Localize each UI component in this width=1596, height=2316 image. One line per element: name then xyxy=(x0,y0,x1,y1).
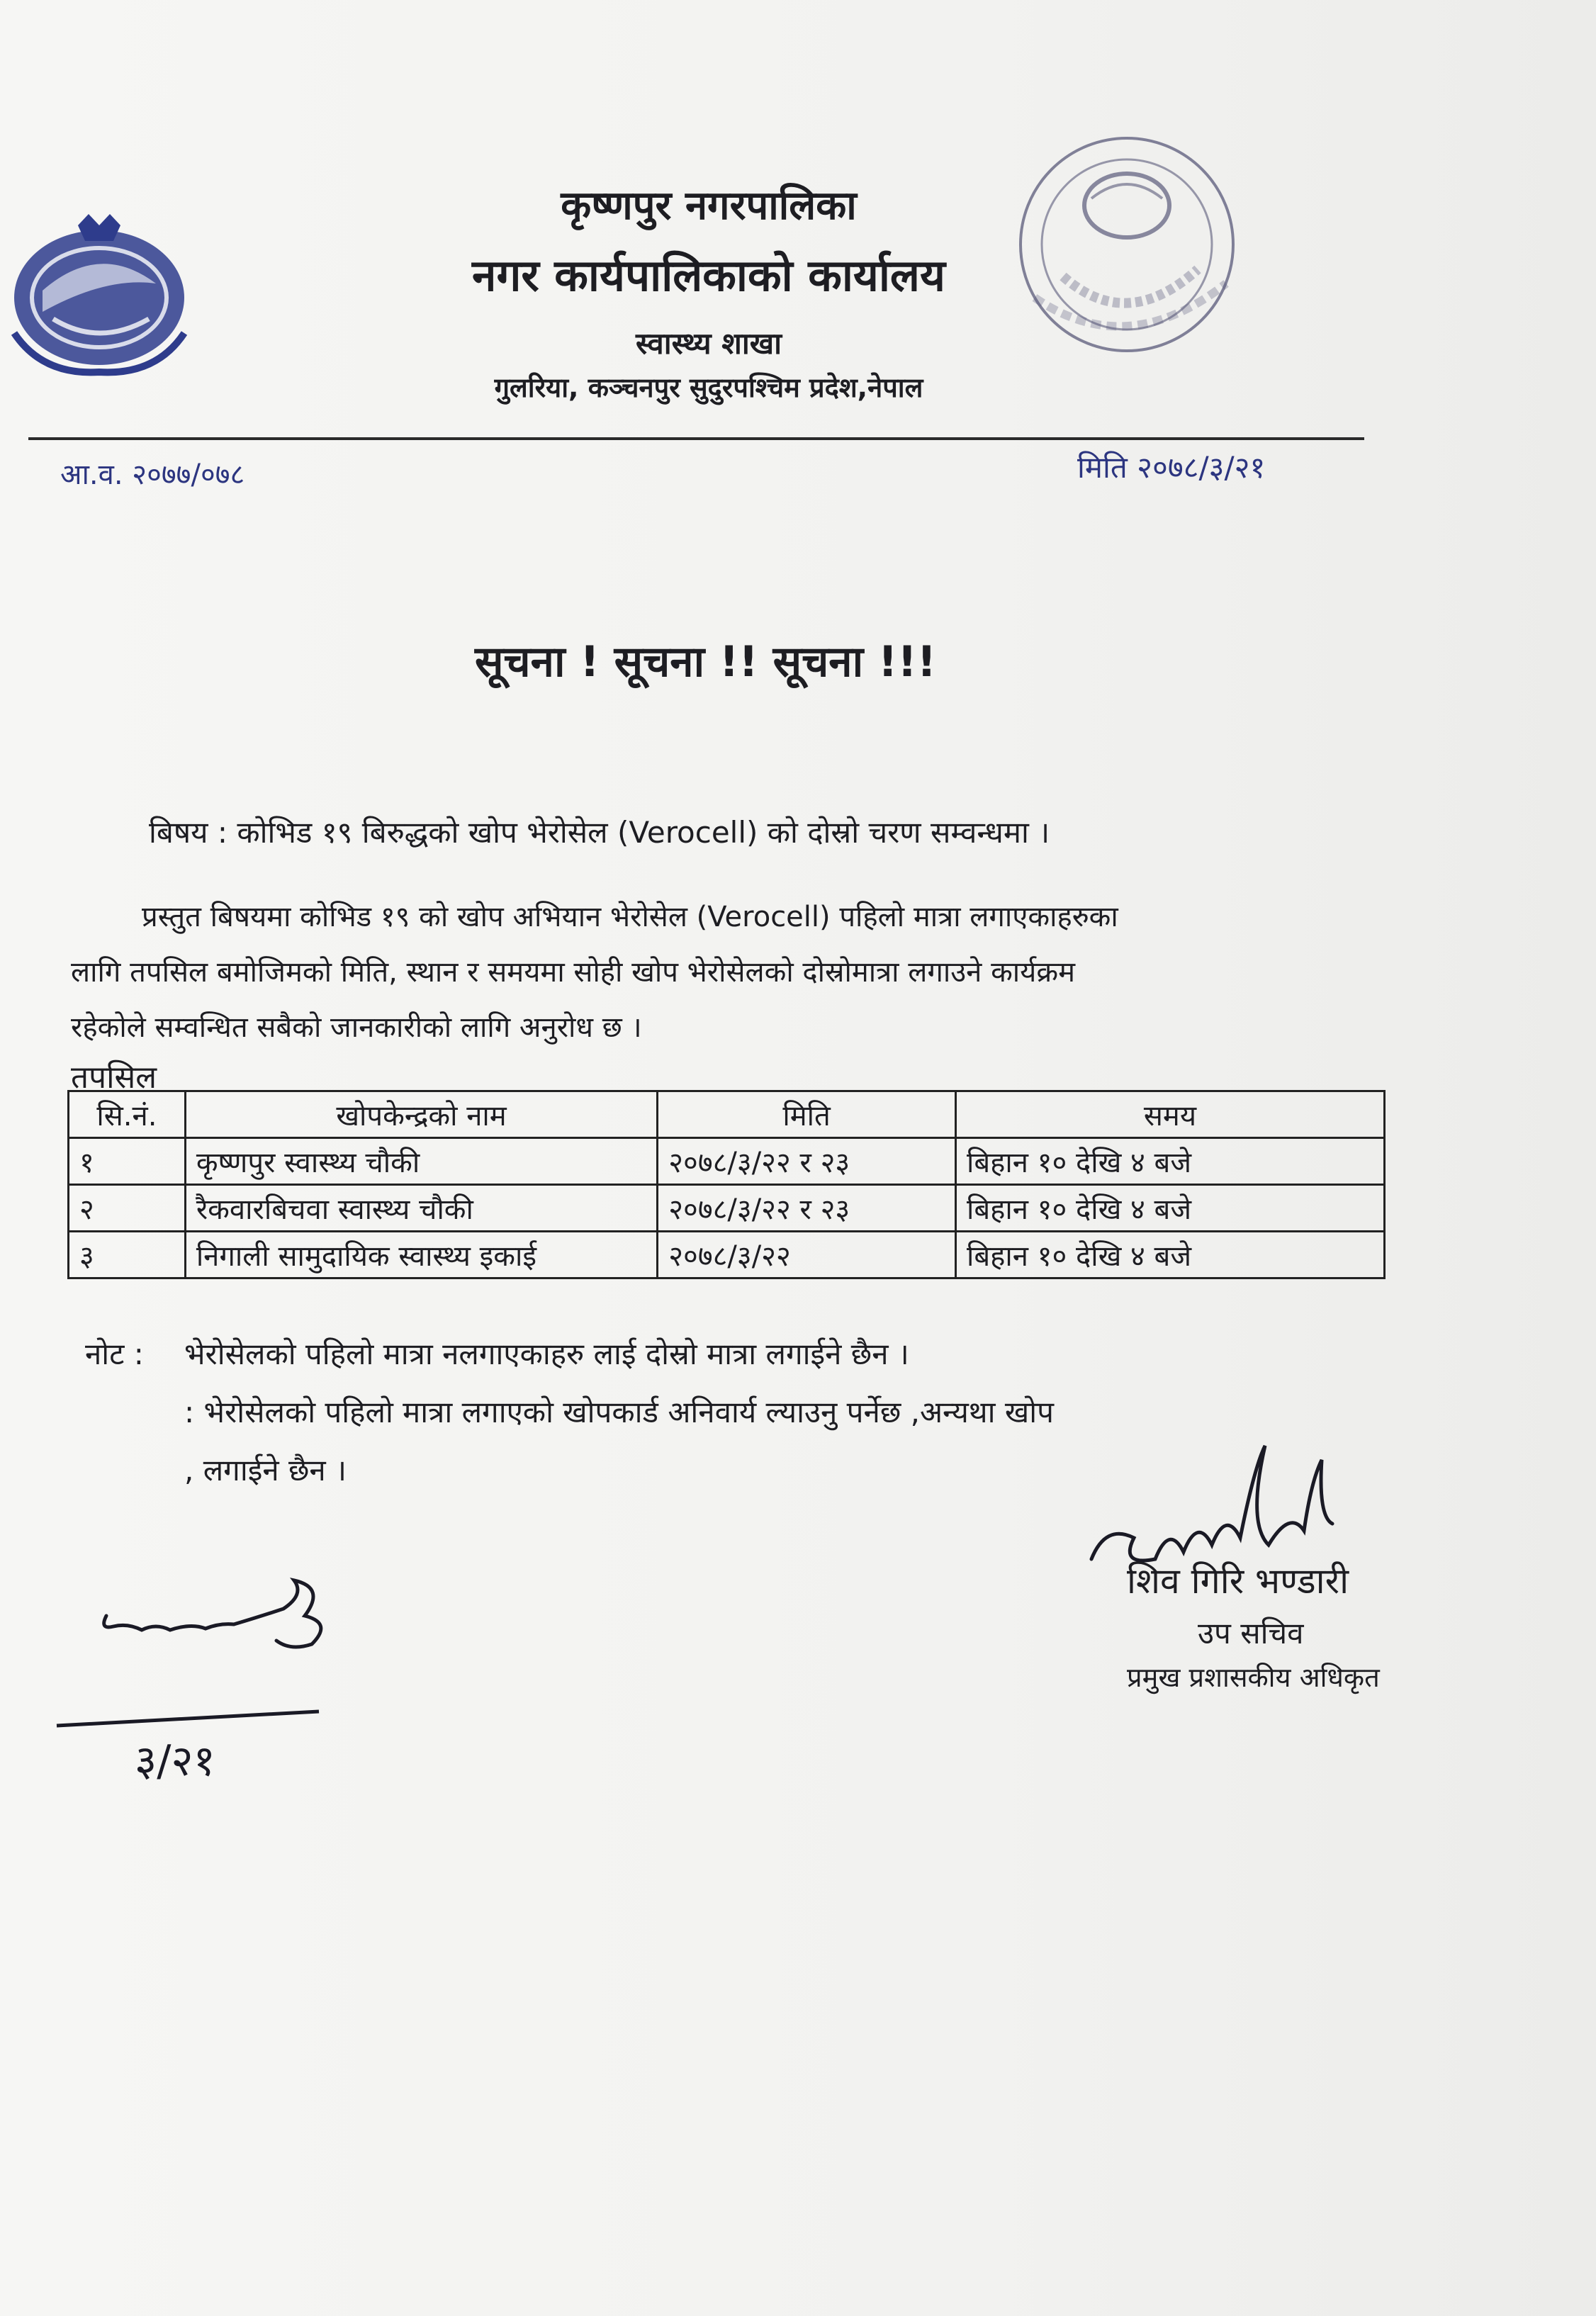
notice-title: सूचना ! सूचना !! सूचना !!! xyxy=(475,637,937,687)
signatory-role: उप सचिव xyxy=(1198,1616,1304,1651)
office-address: गुलरिया, कञ्चनपुर सुदुरपश्चिम प्रदेश,नेपाल xyxy=(494,372,923,403)
table-row xyxy=(69,1138,1385,1185)
note-label: नोट : xyxy=(85,1337,144,1371)
cell-sn: २ xyxy=(69,1185,186,1232)
initial-date: ३/२१ xyxy=(135,1736,215,1786)
nepal-emblem-icon xyxy=(0,213,206,383)
signatory-name: शिव गिरि भण्डारी xyxy=(1127,1561,1349,1602)
signatory-title: प्रमुख प्रशासकीय अधिकृत xyxy=(1127,1662,1380,1693)
header-divider xyxy=(28,437,1364,440)
subject-line: बिषय : कोभिड १९ बिरुद्धको खोप भेरोसेल (Verocell) को दोस्रो चरण सम्वन्धमा । xyxy=(149,815,1050,850)
body-paragraph xyxy=(71,889,1361,1055)
cell-center: निगाली सामुदायिक स्वास्थ्य इकाई xyxy=(185,1232,657,1278)
col-header-date: मिति xyxy=(658,1091,956,1138)
handwritten-initial xyxy=(50,1573,347,1786)
col-header-center: खोपकेन्द्रको नाम xyxy=(185,1091,657,1138)
notes-block xyxy=(85,1325,1054,1500)
municipality-name: कृष्णपुर नगरपालिका xyxy=(561,183,857,229)
note-2-text-b: , लगाईने छैन । xyxy=(184,1453,347,1488)
body-line-1: प्रस्तुत बिषयमा कोभिड १९ को खोप अभियान भेरोसेल (Verocell) पहिलो मात्रा लगाएकाहरुका xyxy=(142,901,1118,933)
note-2-text-a: : भेरोसेलको पहिलो मात्रा लगाएको खोपकार्ड अनिवार्य ल्याउनु पर्नेछ ,अन्यथा खोप xyxy=(184,1395,1054,1429)
cell-date: २०७८/३/२२ र २३ xyxy=(658,1138,956,1185)
issue-date: मिति २०७८/३/२१ xyxy=(1077,450,1266,485)
cell-time: बिहान १० देखि ४ बजे xyxy=(955,1185,1384,1232)
body-line-2: लागि तपसिल बमोजिमको मिति, स्थान र समयमा सोही खोप भेरोसेलको दोस्रोमात्रा लगाउने कार्यक्रम xyxy=(71,956,1076,989)
body-line-3: रहेकोले सम्वन्धित सबैको जानकारीको लागि अनुरोध छ । xyxy=(71,1011,642,1044)
cell-sn: १ xyxy=(69,1138,186,1185)
cell-center: रैकवारबिचवा स्वास्थ्य चौकी xyxy=(185,1185,657,1232)
cell-center: कृष्णपुर स्वास्थ्य चौकी xyxy=(185,1138,657,1185)
office-seal-stamp xyxy=(1006,120,1247,376)
fiscal-year: आ.व. २०७७/०७८ xyxy=(60,459,245,491)
col-header-time: समय xyxy=(955,1091,1384,1138)
office-name: नगर कार्यपालिकाको कार्यालय xyxy=(472,249,945,301)
vaccination-schedule-table xyxy=(67,1090,1386,1279)
schedule-label: तपसिल xyxy=(71,1059,157,1096)
table-row xyxy=(69,1232,1385,1278)
cell-date: २०७८/३/२२ xyxy=(658,1232,956,1278)
branch-name: स्वास्थ्य शाखा xyxy=(636,326,782,361)
cell-time: बिहान १० देखि ४ बजे xyxy=(955,1232,1384,1278)
cell-date: २०७८/३/२२ र २३ xyxy=(658,1185,956,1232)
table-header-row xyxy=(69,1091,1385,1138)
col-header-sn: सि.नं. xyxy=(69,1091,186,1138)
note-line-1 xyxy=(85,1325,1054,1383)
cell-time: बिहान १० देखि ४ बजे xyxy=(955,1138,1384,1185)
table-row xyxy=(69,1185,1385,1232)
cell-sn: ३ xyxy=(69,1232,186,1278)
note-1-text: भेरोसेलको पहिलो मात्रा नलगाएकाहरु लाई दोस्रो मात्रा लगाईने छैन । xyxy=(184,1337,909,1371)
